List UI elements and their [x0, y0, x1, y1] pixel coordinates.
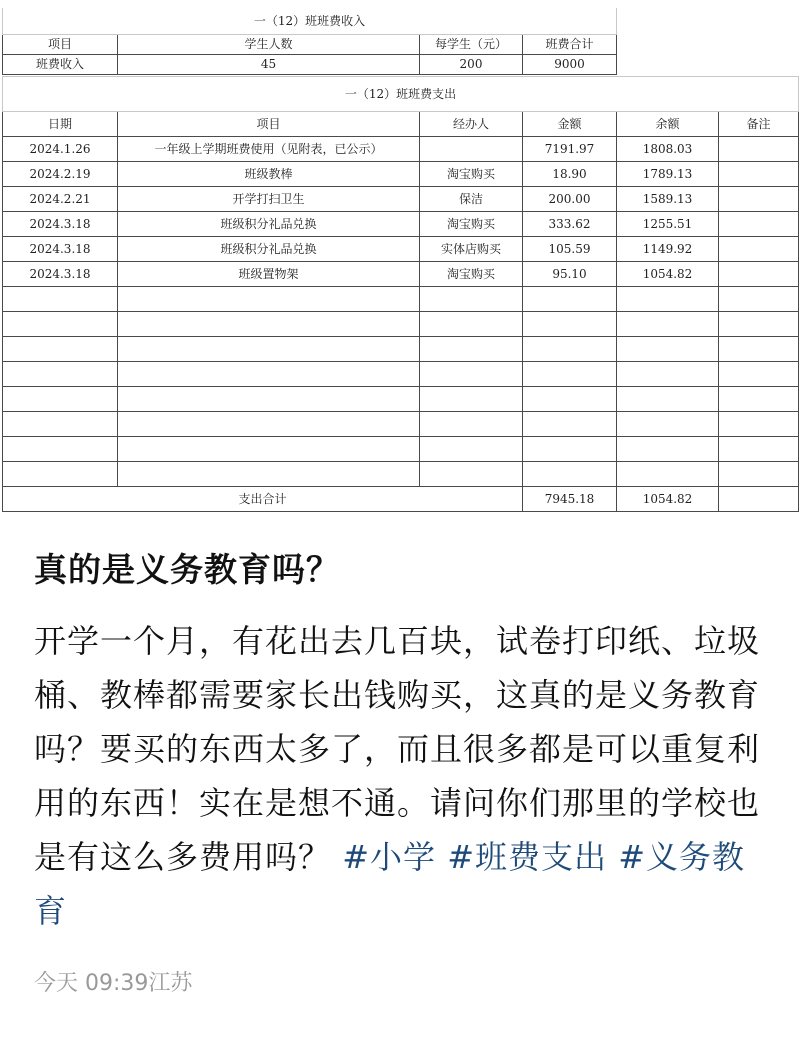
income-header-cell: 项目 [3, 35, 118, 55]
income-cell: 45 [118, 55, 420, 75]
expense-cell: 淘宝购买 [420, 162, 523, 187]
expense-cell: 保洁 [420, 187, 523, 212]
expense-empty-cell [118, 312, 420, 337]
expense-row [3, 262, 799, 287]
expense-empty-cell [3, 437, 118, 462]
expense-empty-cell [617, 387, 719, 412]
income-header-cell: 班费合计 [523, 35, 617, 55]
expense-cell: 2024.3.18 [3, 212, 118, 237]
income-cell: 班费收入 [3, 55, 118, 75]
expense-total-label: 支出合计 [3, 487, 523, 512]
expense-cell: 1149.92 [617, 237, 719, 262]
expense-empty-row [3, 412, 799, 437]
expense-empty-row [3, 287, 799, 312]
expense-empty-cell [420, 287, 523, 312]
expense-cell [719, 162, 799, 187]
expense-cell: 95.10 [523, 262, 617, 287]
expense-cell: 班级积分礼品兑换 [118, 237, 420, 262]
expense-row [3, 137, 799, 162]
expense-cell: 实体店购买 [420, 237, 523, 262]
post-meta [34, 966, 192, 997]
expense-empty-cell [118, 437, 420, 462]
expense-empty-cell [420, 437, 523, 462]
expense-empty-cell [617, 462, 719, 487]
expense-cell: 2024.1.26 [3, 137, 118, 162]
expense-empty-cell [523, 362, 617, 387]
expense-cell: 班级教棒 [118, 162, 420, 187]
expense-cell: 333.62 [523, 212, 617, 237]
expense-cell: 1054.82 [617, 262, 719, 287]
expense-cell: 200.00 [523, 187, 617, 212]
expense-cell: 18.90 [523, 162, 617, 187]
expense-title: 一（12）班班费支出 [3, 77, 799, 112]
expense-empty-cell [118, 412, 420, 437]
expense-empty-cell [719, 312, 799, 337]
expense-cell: 2024.2.21 [3, 187, 118, 212]
expense-cell [719, 212, 799, 237]
expense-cell: 2024.3.18 [3, 237, 118, 262]
expense-empty-cell [118, 462, 420, 487]
expense-empty-cell [523, 312, 617, 337]
expense-header-cell: 备注 [719, 112, 799, 137]
expense-total-note [719, 487, 799, 512]
expense-cell: 2024.2.19 [3, 162, 118, 187]
income-header-cell: 学生人数 [118, 35, 420, 55]
expense-empty-cell [719, 362, 799, 387]
expense-empty-cell [617, 337, 719, 362]
expense-total-balance: 1054.82 [617, 487, 719, 512]
expense-cell [719, 262, 799, 287]
expense-empty-cell [719, 337, 799, 362]
expense-empty-row [3, 337, 799, 362]
income-header-row [3, 35, 617, 55]
income-cell: 9000 [523, 55, 617, 75]
expense-empty-cell [719, 462, 799, 487]
expense-empty-cell [118, 287, 420, 312]
expense-empty-cell [3, 362, 118, 387]
expense-empty-cell [719, 412, 799, 437]
expense-empty-cell [617, 437, 719, 462]
post-title: 真的是义务教育吗？ [34, 550, 340, 589]
expense-empty-cell [617, 412, 719, 437]
expense-header-cell: 余额 [617, 112, 719, 137]
expense-cell: 2024.3.18 [3, 262, 118, 287]
expense-row [3, 187, 799, 212]
expense-header-cell: 经办人 [420, 112, 523, 137]
expense-empty-cell [420, 362, 523, 387]
expense-empty-cell [719, 387, 799, 412]
expense-empty-cell [617, 287, 719, 312]
class-fee-spreadsheet-image [0, 0, 800, 505]
expense-header-cell: 日期 [3, 112, 118, 137]
expense-header-cell: 金额 [523, 112, 617, 137]
hashtag-link[interactable]: #义务教育 [34, 838, 746, 930]
expense-empty-cell [420, 462, 523, 487]
expense-empty-row [3, 437, 799, 462]
expense-empty-cell [3, 462, 118, 487]
expense-empty-cell [3, 337, 118, 362]
hashtag-link[interactable]: #班费支出 [447, 838, 608, 876]
income-header-cell: 每学生（元） [420, 35, 523, 55]
expense-empty-cell [3, 412, 118, 437]
expense-empty-rows [3, 287, 799, 487]
expense-empty-cell [3, 287, 118, 312]
expense-cell: 开学打扫卫生 [118, 187, 420, 212]
expense-header-cell: 项目 [118, 112, 420, 137]
expense-empty-cell [3, 312, 118, 337]
expense-row [3, 212, 799, 237]
expense-header-row [3, 112, 799, 137]
expense-cell: 1789.13 [617, 162, 719, 187]
expense-cell: 一年级上学期班费使用（见附表，已公示） [118, 137, 420, 162]
expense-cell [719, 237, 799, 262]
income-cell: 200 [420, 55, 523, 75]
expense-cell: 淘宝购买 [420, 212, 523, 237]
post-body [34, 614, 764, 938]
expense-empty-cell [118, 387, 420, 412]
expense-cell: 1808.03 [617, 137, 719, 162]
expense-cell: 1255.51 [617, 212, 719, 237]
expense-cell: 1589.13 [617, 187, 719, 212]
expense-empty-cell [420, 312, 523, 337]
expense-empty-row [3, 387, 799, 412]
expense-cell: 淘宝购买 [420, 262, 523, 287]
expense-empty-cell [3, 387, 118, 412]
income-title: 一（12）班班费收入 [3, 8, 617, 35]
hashtag-link[interactable]: #小学 [342, 838, 437, 876]
expense-cell: 7191.97 [523, 137, 617, 162]
expense-cell [719, 187, 799, 212]
expense-empty-cell [523, 462, 617, 487]
expense-empty-cell [719, 287, 799, 312]
expense-empty-cell [617, 362, 719, 387]
expense-empty-cell [523, 387, 617, 412]
expense-table [2, 76, 799, 512]
expense-empty-cell [523, 412, 617, 437]
expense-empty-cell [523, 337, 617, 362]
post-location: 江苏 [148, 971, 193, 996]
expense-total-row [3, 487, 799, 512]
expense-empty-cell [118, 362, 420, 387]
post-body-text: 开学一个月，有花出去几百块，试卷打印纸、垃圾桶、教棒都需要家长出钱购买，这真的是义务教育吗？要买的东西太多了，而且很多都是可以重复利用的东西！实在是想不通。请问你们那里的学校也是有这么多费用吗？ [34, 622, 761, 876]
post-time: 今天 09:39 [34, 971, 149, 996]
expense-row [3, 237, 799, 262]
expense-empty-cell [719, 437, 799, 462]
expense-cell: 105.59 [523, 237, 617, 262]
expense-row [3, 162, 799, 187]
expense-empty-cell [118, 337, 420, 362]
expense-empty-cell [523, 287, 617, 312]
expense-empty-cell [420, 337, 523, 362]
expense-empty-cell [617, 312, 719, 337]
expense-cell [719, 137, 799, 162]
expense-empty-row [3, 312, 799, 337]
income-table [2, 8, 617, 75]
expense-empty-row [3, 462, 799, 487]
expense-rows [3, 137, 799, 287]
expense-empty-cell [523, 437, 617, 462]
expense-empty-row [3, 362, 799, 387]
expense-empty-cell [420, 412, 523, 437]
expense-cell: 班级置物架 [118, 262, 420, 287]
expense-empty-cell [420, 387, 523, 412]
expense-cell [420, 137, 523, 162]
income-data-row [3, 55, 617, 75]
expense-cell: 班级积分礼品兑换 [118, 212, 420, 237]
expense-total-amount: 7945.18 [523, 487, 617, 512]
